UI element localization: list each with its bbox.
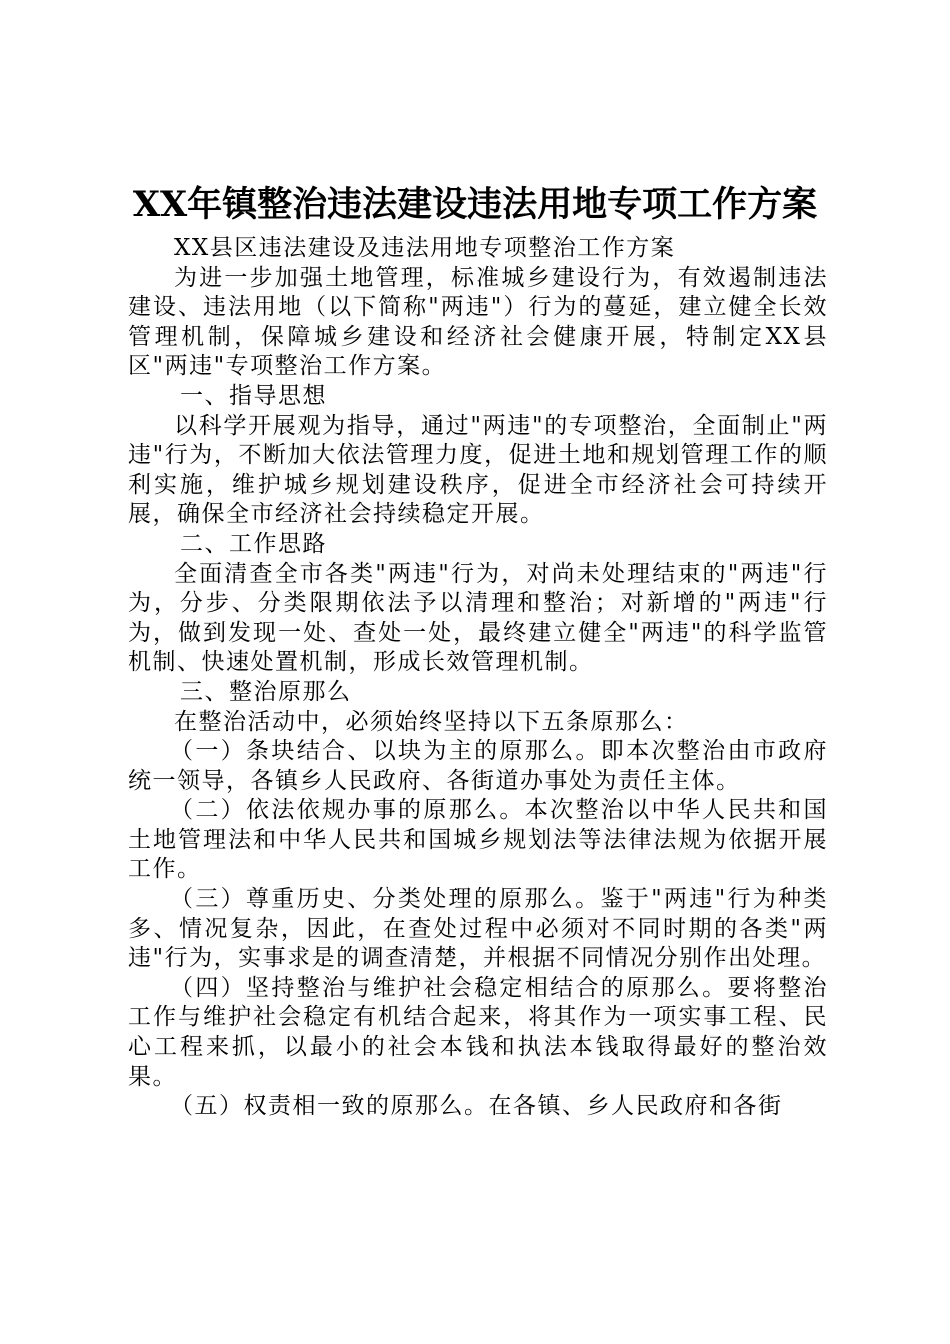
principle-item: （三）尊重历史、分类处理的原那么。鉴于"两违"行为种类多、情况复杂，因此，在查处过程中必须对不同时期的各类"两违"行为，实事求是的调查清楚，并根据不同情况分别作出处理。 bbox=[128, 886, 828, 972]
section-heading: 三、整治原那么 bbox=[180, 678, 352, 705]
section-heading: 一、指导思想 bbox=[180, 382, 327, 409]
principle-item: （一）条块结合、以块为主的原那么。即本次整治由市政府统一领导，各镇乡人民政府、各街道办事处为责任主体。 bbox=[128, 738, 828, 794]
principle-item: （二）依法依规办事的原那么。本次整治以中华人民共和国土地管理法和中华人民共和国城乡规划法等法律法规为依据开展工作。 bbox=[128, 797, 828, 883]
document-body bbox=[128, 234, 828, 1122]
principle-item: （五）权责相一致的原那么。在各镇、乡人民政府和各街 bbox=[170, 1093, 783, 1120]
section-heading: 二、工作思路 bbox=[180, 530, 327, 557]
document-title: XX年镇整治违法建设违法用地专项工作方案 bbox=[132, 184, 818, 225]
body-paragraph: 在整治活动中，必须始终坚持以下五条原那么： bbox=[174, 708, 689, 735]
principle-item: （四）坚持整治与维护社会稳定相结合的原那么。要将整治工作与维护社会稳定有机结合起来，将其作为一项实事工程、民心工程来抓，以最小的社会本钱和执法本钱取得最好的整治效果。 bbox=[128, 974, 828, 1090]
subtitle-paragraph: XX县区违法建设及违法用地专项整治工作方案 bbox=[174, 235, 676, 261]
body-paragraph: 以科学开展观为指导，通过"两违"的专项整治，全面制止"两违"行为，不断加大依法管理力度，促进土地和规划管理工作的顺利实施，维护城乡规划建设秩序，促进全市经济社会可持续开展，确保全市经济社会持续稳定开展。 bbox=[128, 412, 828, 528]
body-paragraph: 全面清查全市各类"两违"行为，对尚未处理结束的"两违"行为，分步、分类限期依法予以清理和整治；对新增的"两违"行为，做到发现一处、查处一处，最终建立健全"两违"的科学监管机制、快速处置机制，形成长效管理机制。 bbox=[128, 560, 828, 676]
intro-paragraph: 为进一步加强土地管理，标准城乡建设行为，有效遏制违法建设、违法用地（以下简称"两违"）行为的蔓延，建立健全长效管理机制，保障城乡建设和经济社会健康开展，特制定XX县区"两违"专项整治工作方案。 bbox=[128, 264, 828, 380]
